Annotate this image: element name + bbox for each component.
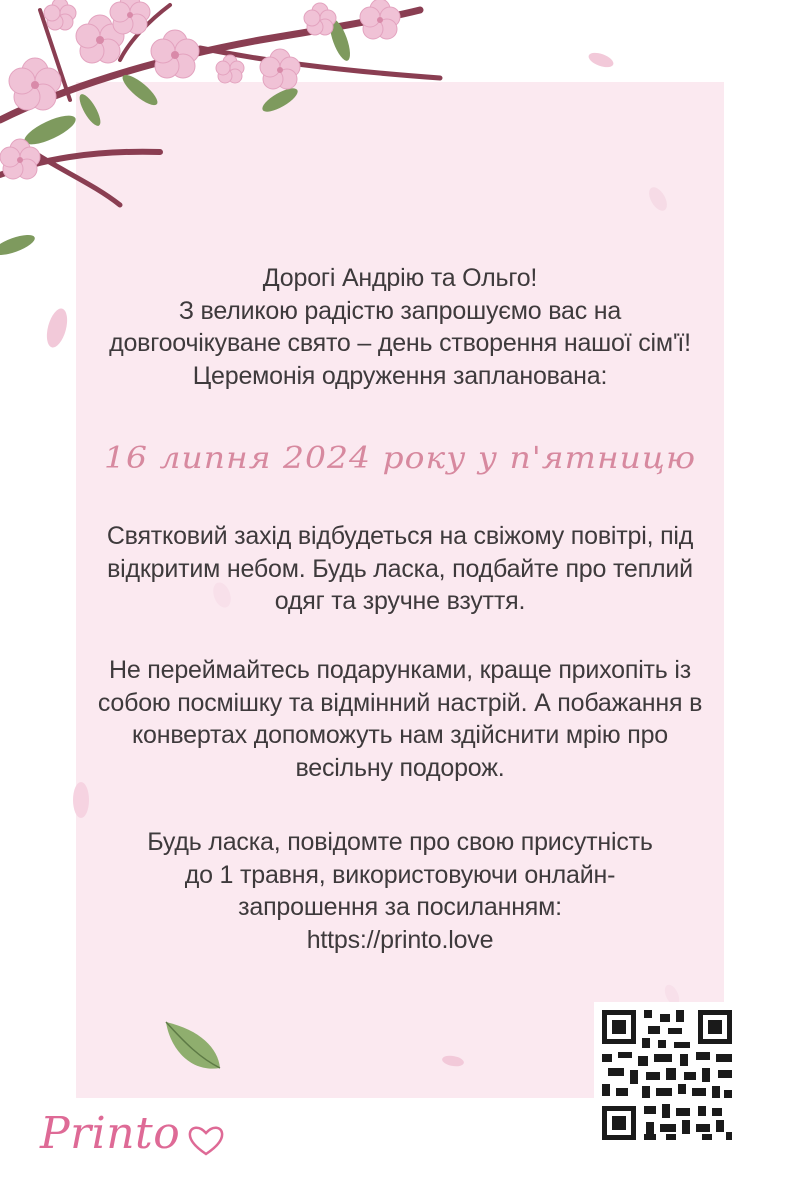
rsvp-line: запрошення за посиланням: bbox=[238, 893, 562, 921]
gifts-line: конвертах допоможуть нам здійснити мрію про bbox=[132, 721, 668, 749]
petal-icon bbox=[44, 306, 70, 350]
rsvp-line: до 1 травня, використовуючи онлайн- bbox=[184, 860, 616, 889]
outdoor-line: одяг та зручне взуття. bbox=[274, 587, 526, 615]
petal-icon bbox=[644, 184, 672, 214]
greeting-line: Дорогі Андрію та Ольго! bbox=[262, 264, 538, 292]
outdoor-line: Святковий захід відбудеться на свіжому повітрі, під bbox=[106, 522, 694, 550]
petal-icon bbox=[440, 1052, 466, 1070]
petal-icon bbox=[586, 50, 616, 70]
heart-icon bbox=[186, 1124, 226, 1158]
greeting-line: довгоочікуване свято – день створення нашої сім'ї! bbox=[109, 329, 691, 357]
leaf-icon bbox=[160, 1018, 230, 1078]
printo-logo: Printo bbox=[40, 1108, 181, 1159]
greeting-line: З великою радістю запрошуємо вас на bbox=[178, 296, 622, 325]
outdoor-paragraph bbox=[96, 520, 704, 618]
qr-code-icon[interactable] bbox=[594, 1002, 740, 1148]
gifts-paragraph bbox=[96, 654, 704, 784]
greeting-line: Церемонія одруження запланована: bbox=[192, 361, 608, 390]
cherry-blossom-branch-icon bbox=[0, 0, 460, 280]
wedding-date: 16 липня 2024 року у п'ятницю bbox=[103, 439, 697, 476]
gifts-line: весільну подорож. bbox=[295, 753, 505, 782]
greeting-paragraph bbox=[96, 262, 704, 392]
gifts-line: собою посмішку та відмінний настрій. А побажання в bbox=[97, 688, 703, 717]
gifts-line: Не переймайтесь подарунками, краще прихопіть із bbox=[108, 656, 691, 684]
rsvp-link[interactable]: https://printo.love bbox=[306, 925, 494, 954]
rsvp-line: Будь ласка, повідомте про свою присутність bbox=[147, 828, 653, 856]
outdoor-line: відкритим небом. Будь ласка, подбайте про теплий bbox=[107, 554, 693, 583]
petal-icon bbox=[70, 780, 92, 820]
rsvp-paragraph bbox=[96, 826, 704, 956]
